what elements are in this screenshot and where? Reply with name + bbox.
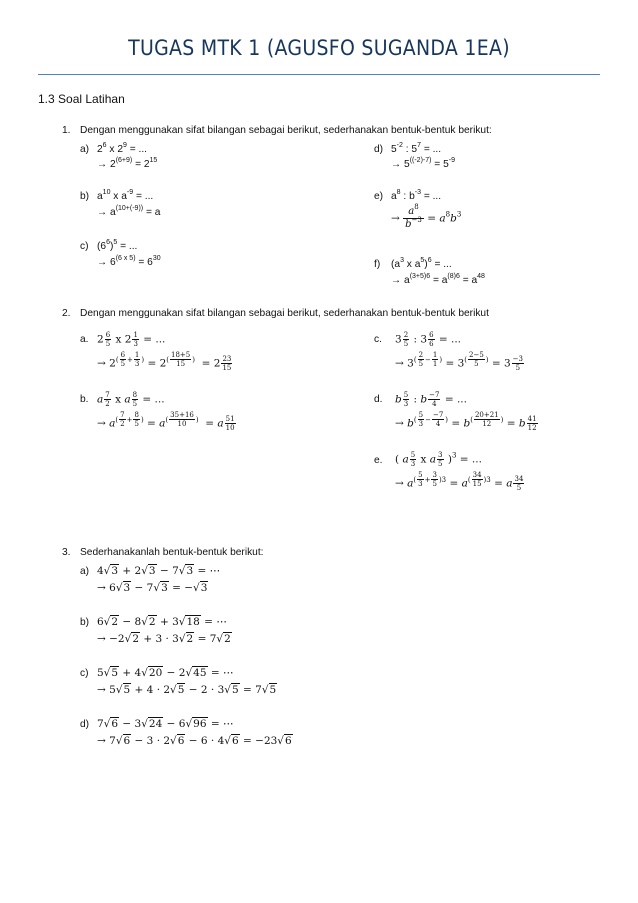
q1b-answer: → $a^{(10+(-9))} = a$ [97,205,161,218]
q2e-answer: → $a^{( \frac{5}{3} + \frac{3}{5} )3} = a^{( \frac{34}{15} )3} = a$ $\frac{34}{5}$ [395,471,524,492]
q3c-answer: → 5√5 + 4 · 2√5 − 2 · 3√5 = 7√5 [97,684,277,696]
q3b-label: b) [80,617,90,628]
q3-number: 3. [62,547,71,558]
q1e-problem: $a^8$ : $b^{-3}$ = ... [391,189,442,202]
q3d-problem: 7√6 − 3√24 − 6√96 = ⋯ [97,718,234,730]
q1d-label: d) [374,144,384,155]
q2e-label: e. [374,455,383,466]
q1c-answer: → $6^{(6 x 5)} = 6^{30}$ [97,255,161,268]
q1a-problem: $2^6$ x $2^9$ = ... [97,142,148,155]
q1e-answer: → $\frac{a^8}{b^{-3}}$ = $a^8b^3$ [391,203,462,230]
q1f-label: f) [374,259,381,270]
q3a-answer: → 6√3 − 7√3 = −√3 [97,582,208,594]
q2b-answer: → $a^{( \frac{7}{2} + \frac{8}{5} )} = a^{( \frac{35+16}{10} )} = a$ $\frac{51}{10}$ [97,411,235,432]
q1a-label: a) [80,144,90,155]
q3b-answer: → −2√2 + 3 · 3√2 = 7√2 [97,633,231,645]
q3d-answer: → 7√6 − 3 · 2√6 − 6 · 4√6 = −23√6 [97,735,292,747]
page-title: TUGAS MTK 1 (AGUSFO SUGANDA 1EA) [128,36,510,60]
q2d-label: d. [374,394,383,405]
q2b-problem: a $\frac{7}{2}$ x a $\frac{8}{5}$ = ... [97,391,165,408]
q1d-problem: $5^{-2}$ : $5^7$ = ... [391,142,442,155]
q1a-answer: → $2^{(6+9)} = 2^{15}$ [97,157,158,170]
title-underline [38,74,600,75]
q2c-problem: 3 $\frac{2}{5}$ : 3 $\frac{6}{6}$ = ... [395,331,462,348]
q1f-problem: ($a^3$ x $a^5)^6$ = ... [391,257,452,270]
q1b-label: b) [80,191,90,202]
q1-number: 1. [62,125,71,136]
q2-number: 2. [62,308,71,319]
q2a-label: a. [80,334,89,345]
q2a-answer: → $2^{( \frac{6}{5} + \frac{1}{3} )} = 2^{( \frac{18+5}{15} )} = 2$ $\frac{23}{15}$ [97,351,232,372]
q3a-label: a) [80,566,90,577]
q2c-answer: → $3^{( \frac{2}{5} - \frac{1}{1} )} = 3^{( \frac{2-5}{5} )} = 3$ $\frac{-3}{5}$ [395,351,523,372]
q2c-label: c. [374,334,382,345]
q2d-answer: → $b^{( \frac{5}{3} - \frac{-7}{4} )} = b^{( \frac{20+21}{12} )} = b$ $\frac{41}{12}$ [395,411,537,432]
q1e-label: e) [374,191,384,202]
q1-instruction: Dengan menggunakan sifat bilangan sebagai berikut, sederhanakan bentuk-bentuk berikut: [80,125,492,136]
q3c-problem: 5√5 + 4√20 − 2√45 = ⋯ [97,667,234,679]
q2-instruction: Dengan menggunakan sifat bilangan sebagai berikut, sederhanakan bentuk-bentuk berikut [80,308,489,319]
q3b-problem: 6√2 − 8√2 + 3√18 = ⋯ [97,616,227,628]
q2e-problem: ( a $\frac{5}{3}$ x a $\frac{3}{5}$ )$^3$ = ... [395,451,482,468]
q1b-problem: $a^{10}$ x $a^{-9}$ = ... [97,189,154,202]
q1c-problem: $(6^6)^5$ = ... [97,239,138,252]
q3c-label: c) [80,668,89,679]
q1d-answer: → $5^{((-2)-7)} = 5^{-9}$ [391,157,455,170]
q2b-label: b. [80,394,89,405]
q3-instruction: Sederhanakanlah bentuk-bentuk berikut: [80,547,264,558]
q3a-problem: 4√3 + 2√3 − 7√3 = ⋯ [97,565,221,577]
q1f-answer: → $a^{(3+5)6} = a^{(8)6} = a^{48}$ [391,273,485,286]
q2a-problem: 2 $\frac{6}{5}$ x 2 $\frac{1}{3}$ = ... [97,331,166,348]
q1c-label: c) [80,241,89,252]
q2d-problem: b $\frac{5}{3}$ : b $\frac{-7}{4}$ = ... [395,391,467,408]
q3d-label: d) [80,719,90,730]
section-heading: 1.3 Soal Latihan [38,92,125,106]
